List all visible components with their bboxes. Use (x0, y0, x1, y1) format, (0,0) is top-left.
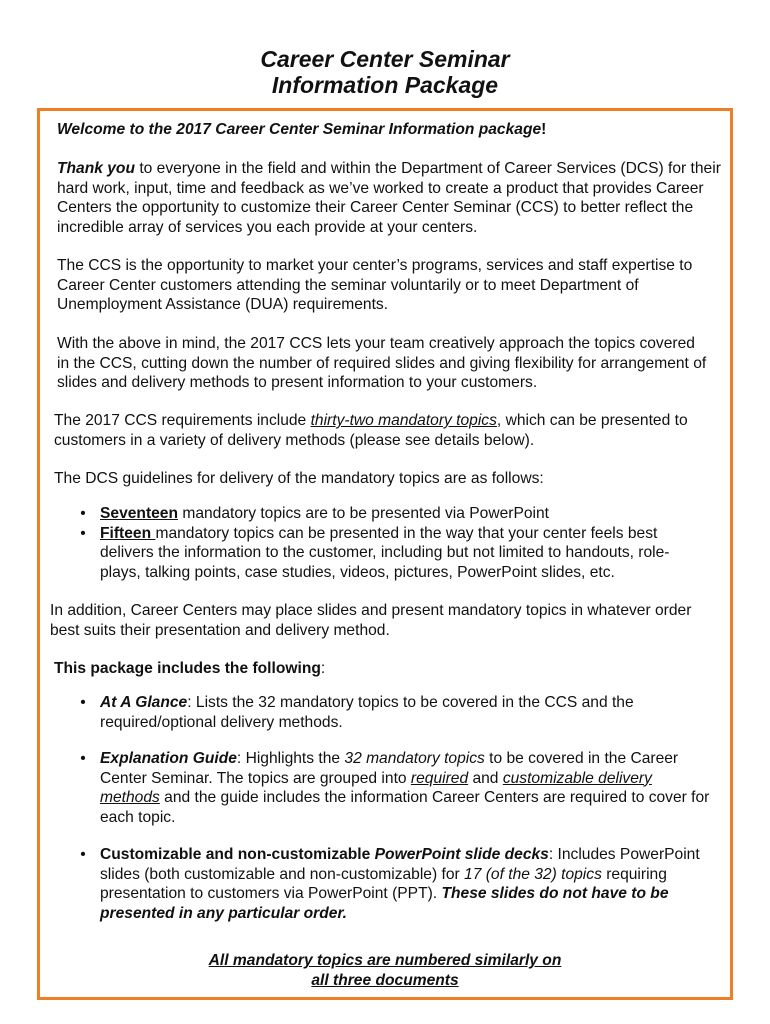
guide-text-3: and (468, 769, 503, 787)
footer-note (0, 951, 770, 990)
thanks-paragraph (57, 159, 725, 237)
addition-paragraph: In addition, Career Centers may place slides and present mandatory topics in whatever order best suits their presentation and delivery method. (50, 602, 692, 639)
package-list (76, 693, 716, 732)
welcome-line (57, 120, 717, 140)
package-list-guide (76, 749, 716, 827)
decks-bold: Customizable and non-customizable (100, 846, 375, 863)
guide-text-4: and the guide includes the information Career Centers are required to cover for each topic. (100, 789, 710, 826)
glance-text: : Lists the 32 mandatory topics to be covered in the CCS and the required/optional delivery methods. (100, 694, 634, 731)
package-heading-text: This package includes the following (54, 660, 321, 677)
decks-name: PowerPoint slide decks (374, 846, 549, 863)
glance-name: At A Glance (100, 694, 188, 711)
requirements-pre: The 2017 CCS requirements include (54, 412, 311, 429)
thanks-rest: to everyone in the field and within the Department of Career Services (DCS) for their hard work, input, time and feedback as we’ve worked to create a product that provides Career Centers the opportunity to customize their Career Center Seminar (CCS) to better reflect the incredible array of services you each provide at your centers. (57, 160, 721, 236)
bullet-icon: • (80, 524, 86, 542)
bullet-icon: • (80, 750, 86, 767)
guideline-count: Seventeen (100, 505, 179, 522)
decks-count: 17 (of the 32) topics (464, 865, 602, 883)
mandatory-topics-link: thirty-two mandatory topics (310, 412, 497, 429)
decks-text-2: requiring presentation to customers via PowerPoint (PPT). (100, 865, 667, 902)
bullet-icon: • (80, 505, 86, 522)
list-item (76, 693, 716, 732)
page-title (0, 46, 770, 98)
bullet-icon: • (80, 846, 86, 863)
above-paragraph: With the above in mind, the 2017 CCS lets your team creatively approach the topics covered in the CCS, cutting down the number of required slides and giving flexibility for arrangement of slides and delivery methods to present information to your customers. (57, 335, 707, 391)
list-item (76, 504, 706, 524)
guideline-text: mandatory topics can be presented in the way that your center feels best delivers the information to the customer, including but not limited to handouts, role-plays, talking points, case studies, videos, pictures, PowerPoint slides, etc. (100, 524, 670, 581)
guideline-count: Fifteen (100, 524, 156, 542)
list-item (76, 524, 706, 583)
package-heading (54, 659, 714, 679)
title-line-1: Career Center Seminar (260, 46, 510, 72)
guideline-text: mandatory topics are to be presented via PowerPoint (178, 505, 550, 522)
guide-name: Explanation Guide (100, 750, 237, 767)
list-item (76, 749, 716, 827)
guidelines-list (76, 504, 706, 582)
bullet-icon: • (80, 694, 86, 711)
package-heading-end: : (320, 660, 326, 677)
requirements-post: , which can be presented to customers in a variety of delivery methods (please see details below). (54, 412, 688, 449)
decks-text-1: : Includes PowerPoint slides (both customizable and non-customizable) for (100, 846, 700, 883)
guide-text-1: : Highlights the (236, 750, 345, 767)
welcome-text: Welcome to the 2017 Career Center Seminar Information package (57, 121, 542, 138)
ccs-paragraph: The CCS is the opportunity to market your center’s programs, services and staff expertise to Career Center customers attending the seminar voluntarily or to meet Department of Unemployment Assistance (DUA) requirements. (57, 257, 693, 313)
decks-note: These slides do not have to be presented in any particular order. (100, 885, 669, 922)
list-item (76, 845, 728, 923)
requirements-paragraph (54, 411, 724, 450)
package-list-decks (76, 845, 728, 923)
thanks-bold: Thank you (57, 160, 135, 177)
welcome-end: ! (541, 121, 547, 138)
guidelines-intro: The DCS guidelines for delivery of the mandatory topics are as follows: (54, 470, 544, 487)
guide-topics: 32 mandatory topics (344, 750, 485, 767)
title-line-2: Information Package (271, 72, 499, 98)
guide-custom: customizable delivery methods (100, 769, 652, 806)
footer-line-2: all three documents (311, 971, 459, 989)
guide-required: required (410, 769, 469, 787)
footer-line-1: All mandatory topics are numbered similarly on (208, 952, 562, 969)
guide-text-2: to be covered in the Career Center Seminar. The topics are grouped into (100, 750, 679, 787)
